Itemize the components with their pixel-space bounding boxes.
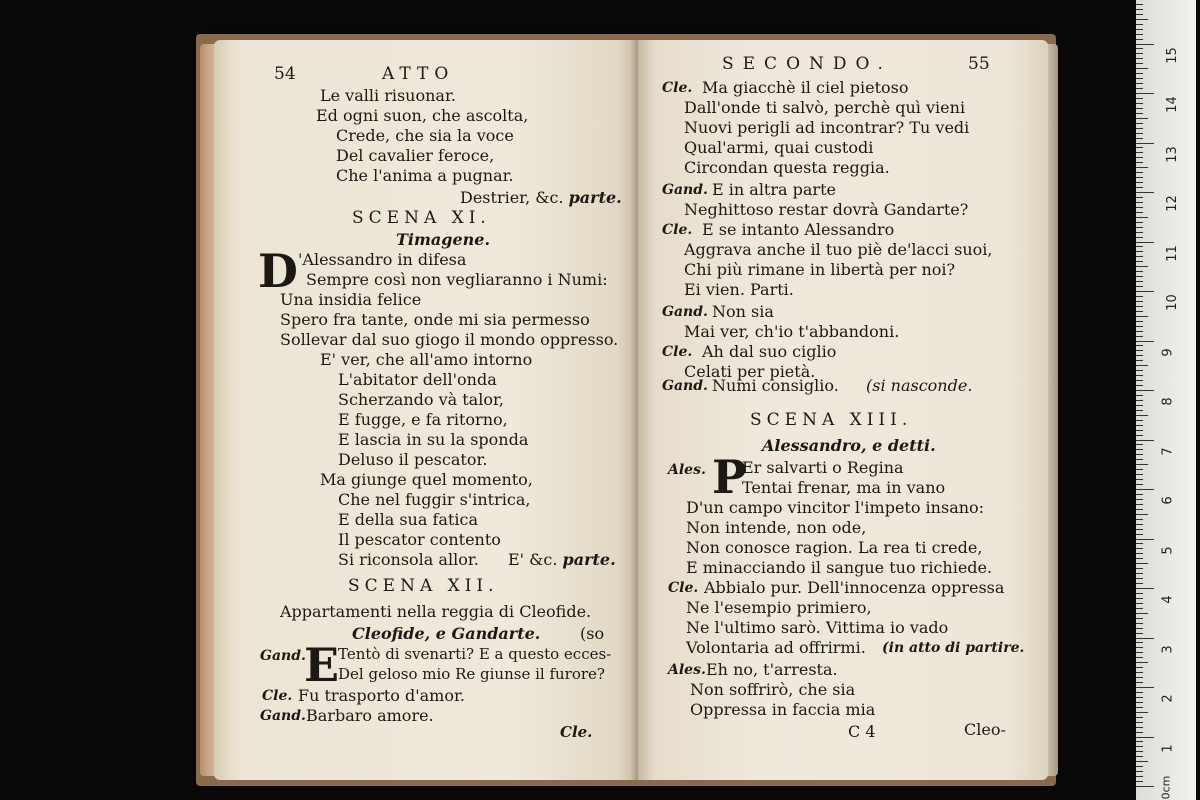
ruler-tick: [1136, 761, 1148, 762]
verse-line: E se intanto Alessandro: [702, 220, 895, 239]
ruler-tick: [1136, 623, 1143, 624]
ruler-tick: [1136, 474, 1143, 475]
verse-line: Ma giunge quel momento,: [320, 470, 533, 489]
ruler-tick: [1136, 509, 1143, 510]
ruler-number: 2: [1160, 694, 1176, 703]
ruler-tick: [1136, 727, 1143, 728]
verse-line: E in altra parte: [712, 180, 836, 199]
ruler-tick: [1136, 751, 1143, 752]
speaker-label: Gand.: [260, 648, 306, 664]
ruler-tick: [1136, 212, 1143, 213]
ruler-tick: [1136, 39, 1143, 40]
ruler-tick: [1136, 276, 1143, 277]
ruler-tick: [1136, 103, 1143, 104]
verse-line: Barbaro amore.: [306, 706, 434, 725]
verse-line: Er salvarti o Regina: [742, 458, 904, 477]
speaker-label: Cle.: [662, 344, 693, 360]
verse-line: Sempre così non vegliaranno i Numi:: [306, 270, 608, 289]
ruler-tick: [1136, 499, 1143, 500]
verse-line: Dall'onde ti salvò, perchè quì vieni: [684, 98, 966, 117]
ruler-tick: [1136, 613, 1148, 614]
ruler-tick: [1136, 187, 1143, 188]
verse-line: Abbialo pur. Dell'innocenza oppressa: [704, 578, 1005, 597]
ruler-tick: [1136, 415, 1148, 416]
ruler-tick: [1136, 771, 1143, 772]
ruler-tick: [1136, 271, 1143, 272]
ruler-tick: [1136, 529, 1143, 530]
scene-characters: Cleofide, e Gandarte.: [352, 624, 541, 643]
signature-mark: C 4: [848, 722, 876, 741]
ruler-tick: [1136, 454, 1143, 455]
ruler-tick: [1136, 568, 1143, 569]
cue-text: E' &c.: [508, 550, 563, 569]
ruler-tick: [1136, 548, 1143, 549]
ruler-number: 14: [1164, 96, 1180, 113]
ruler-tick: [1136, 321, 1143, 322]
verse-line: E minacciando il sangue tuo richiede.: [686, 558, 993, 577]
ruler-tick: [1136, 519, 1143, 520]
ruler-number: 4: [1160, 595, 1176, 604]
verse-line: Sollevar dal suo giogo il mondo oppresso.: [280, 330, 619, 349]
verse-line: Ed ogni suon, che ascolta,: [316, 106, 529, 125]
ruler-tick: [1136, 494, 1143, 495]
ruler-tick: [1136, 355, 1143, 356]
verse-line: Del cavalier feroce,: [336, 146, 495, 165]
ruler-tick: [1136, 662, 1148, 663]
ruler-tick: [1136, 301, 1143, 302]
scene-setting: Appartamenti nella reggia di Cleofide.: [280, 602, 592, 621]
ruler-tick: [1136, 152, 1143, 153]
ruler-tick: [1136, 202, 1143, 203]
ruler-tick: [1136, 489, 1154, 490]
ruler-tick: [1136, 256, 1143, 257]
ruler-tick: [1136, 741, 1143, 742]
ruler-tick: [1136, 83, 1143, 84]
ruler-tick: [1136, 14, 1143, 15]
ruler-tick: [1136, 286, 1143, 287]
ruler-number: 7: [1160, 446, 1176, 456]
verse-line: Il pescator contento: [338, 530, 501, 549]
ruler-tick: [1136, 484, 1143, 485]
page-number: 54: [274, 64, 296, 84]
ruler-number: 13: [1164, 145, 1180, 163]
ruler-tick: [1136, 469, 1143, 470]
ruler-tick: [1136, 444, 1143, 445]
ruler-tick: [1136, 638, 1154, 639]
ruler-tick: [1136, 667, 1143, 668]
ruler-tick: [1136, 350, 1143, 351]
ruler-tick: [1136, 756, 1143, 757]
ruler-tick: [1136, 440, 1154, 441]
running-head: SECONDO.: [722, 54, 892, 74]
verse-line: Che l'anima a pugnar.: [336, 166, 514, 185]
ruler-tick: [1136, 593, 1143, 594]
speaker-label: Gand.: [662, 182, 708, 198]
ruler-tick: [1136, 558, 1143, 559]
verse-line: Le valli risuonar.: [320, 86, 456, 105]
ruler-tick: [1136, 177, 1143, 178]
ruler-tick: [1136, 563, 1148, 564]
scene-title: SCENA XI.: [352, 208, 491, 228]
ruler-tick: [1136, 73, 1143, 74]
verse-line: Numi consiglio.: [712, 376, 839, 395]
ruler-tick: [1136, 147, 1143, 148]
speaker-label: Ales.: [668, 462, 706, 478]
verse-line: Tentai frenar, ma in vano: [742, 478, 946, 497]
ruler-tick: [1136, 232, 1143, 233]
ruler-tick: [1136, 192, 1154, 193]
ruler-tick: [1136, 19, 1148, 20]
stage-cue: [508, 550, 616, 570]
stage-cue: [460, 188, 622, 208]
ruler-tick: [1136, 425, 1143, 426]
ruler-tick: [1136, 400, 1143, 401]
verse-line: Oppressa in faccia mia: [690, 700, 876, 719]
ruler-tick: [1136, 682, 1143, 683]
ruler-tick: [1136, 717, 1143, 718]
verse-line: 'Alessandro in difesa: [298, 250, 467, 269]
ruler-tick: [1136, 410, 1143, 411]
scene-characters: Alessandro, e detti.: [762, 436, 936, 455]
catchword: Cle.: [560, 723, 593, 741]
ruler-tick: [1136, 578, 1143, 579]
stage-aside: (so: [580, 624, 605, 643]
ruler-tick: [1136, 331, 1143, 332]
verse-line: L'abitator dell'onda: [338, 370, 497, 389]
ruler-tick: [1136, 786, 1154, 787]
ruler-tick: [1136, 430, 1143, 431]
ruler-tick: [1136, 420, 1143, 421]
scene-character: Timagene.: [396, 230, 491, 249]
cue-text: Destrier, &c.: [460, 188, 569, 207]
ruler-tick: [1136, 539, 1154, 540]
stage-aside: (in atto di partire.: [882, 640, 1025, 656]
cue-exit: parte.: [562, 550, 616, 569]
ruler-tick: [1136, 543, 1143, 544]
ruler-tick: [1136, 88, 1143, 89]
ruler-tick: [1136, 162, 1143, 163]
ruler-tick: [1136, 479, 1143, 480]
ruler-tick: [1136, 53, 1143, 54]
ruler-tick: [1136, 108, 1143, 109]
verse-line: Volontaria ad offrirmi.: [686, 638, 866, 657]
ruler-tick: [1136, 746, 1143, 747]
ruler-tick: [1136, 534, 1143, 535]
verse-line: E della sua fatica: [338, 510, 478, 529]
verse-line: Del geloso mio Re giunse il furore?: [338, 665, 605, 683]
verse-line: Tentò di svenarti? E a questo ecces-: [338, 645, 612, 663]
ruler-tick: [1136, 237, 1143, 238]
verse-line: Scherzando và talor,: [338, 390, 504, 409]
ruler-tick: [1136, 588, 1154, 589]
cue-exit: parte.: [568, 188, 622, 207]
verse-line: Qual'armi, quai custodi: [684, 138, 874, 157]
verse-line: E' ver, che all'amo intorno: [320, 350, 533, 369]
ruler-tick: [1136, 157, 1143, 158]
scene-title: SCENA XII.: [348, 576, 499, 596]
ruler-tick: [1136, 227, 1143, 228]
verse-line: Aggrava anche il tuo piè de'lacci suoi,: [684, 240, 993, 259]
ruler-number: 10: [1164, 294, 1180, 311]
ruler-tick: [1136, 707, 1143, 708]
ruler-tick: [1136, 44, 1154, 45]
verse-line: Circondan questa reggia.: [684, 158, 890, 177]
ruler-tick: [1136, 217, 1148, 218]
speaker-label: Gand.: [662, 378, 708, 394]
ruler-tick: [1136, 133, 1143, 134]
scene-title: SCENA XIII.: [750, 410, 913, 430]
ruler-tick: [1136, 781, 1143, 782]
verse-line: Non conosce ragion. La rea ti crede,: [686, 538, 983, 557]
ruler-tick: [1136, 311, 1143, 312]
ruler-number: 5: [1160, 545, 1176, 555]
ruler-tick: [1136, 776, 1143, 777]
ruler-number: 3: [1160, 644, 1176, 654]
ruler-tick: [1136, 98, 1143, 99]
verse-line: Ne l'ultimo sarò. Vittima io vado: [686, 618, 949, 637]
page-number: 55: [968, 54, 990, 74]
ruler-number: 12: [1164, 195, 1180, 212]
ruler-tick: [1136, 306, 1143, 307]
ruler-tick: [1136, 281, 1143, 282]
ruler-tick: [1136, 628, 1143, 629]
verse-line: Spero fra tante, onde mi sia permesso: [280, 310, 590, 329]
ruler-tick: [1136, 737, 1154, 738]
measuring-ruler: [1136, 0, 1196, 800]
ruler-tick: [1136, 553, 1143, 554]
verse-line: Non sia: [712, 302, 774, 321]
ruler-tick: [1136, 291, 1154, 292]
speaker-label: Cle.: [262, 688, 293, 704]
speaker-label: Gand.: [662, 304, 708, 320]
ruler-tick: [1136, 78, 1143, 79]
ruler-tick: [1136, 246, 1143, 247]
ruler-tick: [1136, 345, 1143, 346]
stage-aside: (si nasconde.: [866, 376, 973, 395]
ruler-tick: [1136, 390, 1154, 391]
verse-line: Ma giacchè il ciel pietoso: [702, 78, 909, 97]
ruler-tick: [1136, 657, 1143, 658]
speaker-label: Ales.: [668, 662, 706, 678]
verse-line: E fugge, e fa ritorno,: [338, 410, 508, 429]
ruler-tick: [1136, 687, 1154, 688]
ruler-tick: [1136, 732, 1143, 733]
ruler-tick: [1136, 672, 1143, 673]
ruler-tick: [1136, 677, 1143, 678]
ruler-tick: [1136, 24, 1143, 25]
ruler-tick: [1136, 182, 1143, 183]
ruler-tick: [1136, 573, 1143, 574]
verse-line: Non soffrirò, che sia: [690, 680, 856, 699]
drop-cap: E: [304, 638, 340, 692]
verse-line: Crede, che sia la voce: [336, 126, 514, 145]
ruler-tick: [1136, 172, 1143, 173]
ruler-tick: [1136, 29, 1143, 30]
ruler-tick: [1136, 197, 1143, 198]
verse-line: Non intende, non ode,: [686, 518, 867, 537]
ruler-tick: [1136, 222, 1143, 223]
verse-line: Mai ver, ch'io t'abbandoni.: [684, 322, 900, 341]
verse-line: E lascia in su la sponda: [338, 430, 529, 449]
ruler-tick: [1136, 118, 1148, 119]
ruler-tick: [1136, 365, 1148, 366]
ruler-tick: [1136, 722, 1143, 723]
ruler-tick: [1136, 459, 1143, 460]
ruler-tick: [1136, 642, 1143, 643]
ruler-tick: [1136, 598, 1143, 599]
ruler-tick: [1136, 138, 1143, 139]
ruler-number: 1: [1160, 743, 1176, 753]
ruler-tick: [1136, 375, 1143, 376]
verse-line: Deluso il pescator.: [338, 450, 488, 469]
running-head: ATTO: [382, 64, 455, 84]
ruler-tick: [1136, 766, 1143, 767]
ruler-tick: [1136, 326, 1143, 327]
ruler-tick: [1136, 514, 1148, 515]
ruler-tick: [1136, 251, 1143, 252]
ruler-number: 8: [1160, 397, 1176, 406]
ruler-tick: [1136, 464, 1148, 465]
ruler-tick: [1136, 618, 1143, 619]
left-page: [214, 40, 638, 780]
catchword: Cleo-: [964, 720, 1006, 739]
ruler-tick: [1136, 435, 1143, 436]
verse-line: Ei vien. Parti.: [684, 280, 794, 299]
ruler-tick: [1136, 370, 1143, 371]
ruler-tick: [1136, 242, 1154, 243]
ruler-tick: [1136, 603, 1143, 604]
ruler-tick: [1136, 692, 1143, 693]
ruler-tick: [1136, 123, 1143, 124]
ruler-tick: [1136, 261, 1143, 262]
ruler-tick: [1136, 207, 1143, 208]
ruler-tick: [1136, 449, 1143, 450]
ruler-tick: [1136, 385, 1143, 386]
ruler-tick: [1136, 128, 1143, 129]
ruler-tick: [1136, 113, 1143, 114]
ruler-tick: [1136, 647, 1143, 648]
ruler-tick: [1136, 143, 1154, 144]
ruler-tick: [1136, 316, 1148, 317]
verse-line: Chi più rimane in libertà per noi?: [684, 260, 956, 279]
ruler-tick: [1136, 9, 1143, 10]
ruler-tick: [1136, 341, 1154, 342]
ruler-tick: [1136, 48, 1143, 49]
ruler-number: 6: [1160, 496, 1176, 505]
ruler-number: 11: [1164, 244, 1180, 262]
verse-line: Neghittoso restar dovrà Gandarte?: [684, 200, 969, 219]
ruler-tick: [1136, 93, 1154, 94]
ruler-tick: [1136, 504, 1143, 505]
ruler-number: 9: [1160, 347, 1176, 357]
ruler-tick: [1136, 360, 1143, 361]
speaker-label: Gand.: [260, 708, 306, 724]
verse-line: D'un campo vincitor l'impeto insano:: [686, 498, 985, 517]
ruler-tick: [1136, 296, 1143, 297]
drop-cap: P: [712, 450, 747, 504]
speaker-label: Cle.: [662, 80, 693, 96]
ruler-tick: [1136, 697, 1143, 698]
ruler-tick: [1136, 405, 1143, 406]
ruler-tick: [1136, 583, 1143, 584]
ruler-tick: [1136, 4, 1143, 5]
ruler-unit: 0cm: [1159, 775, 1173, 800]
ruler-tick: [1136, 633, 1143, 634]
ruler-number: 15: [1164, 46, 1180, 64]
ruler-tick: [1136, 712, 1148, 713]
ruler-tick: [1136, 380, 1143, 381]
ruler-tick: [1136, 167, 1148, 168]
ruler-tick: [1136, 58, 1143, 59]
drop-cap: D: [258, 244, 298, 298]
verse-line: Nuovi perigli ad incontrar? Tu vedi: [684, 118, 970, 137]
verse-line: Si riconsola allor.: [338, 550, 479, 569]
speaker-label: Cle.: [668, 580, 699, 596]
right-page: [638, 40, 1048, 780]
ruler-tick: [1136, 702, 1143, 703]
verse-line: Celati per pietà.: [684, 362, 816, 381]
ruler-tick: [1136, 652, 1143, 653]
ruler-tick: [1136, 63, 1143, 64]
verse-line: Eh no, t'arresta.: [706, 660, 838, 679]
ruler-tick: [1136, 524, 1143, 525]
verse-line: Ne l'esempio primiero,: [686, 598, 872, 617]
ruler-tick: [1136, 395, 1143, 396]
ruler-tick: [1136, 266, 1148, 267]
ruler-tick: [1136, 68, 1148, 69]
verse-line: Fu trasporto d'amor.: [298, 686, 465, 705]
speaker-label: Cle.: [662, 222, 693, 238]
ruler-tick: [1136, 336, 1143, 337]
verse-line: Una insidia felice: [280, 290, 422, 309]
verse-line: Che nel fuggir s'intrica,: [338, 490, 531, 509]
ruler-tick: [1136, 34, 1143, 35]
verse-line: Ah dal suo ciglio: [702, 342, 837, 361]
ruler-tick: [1136, 608, 1143, 609]
